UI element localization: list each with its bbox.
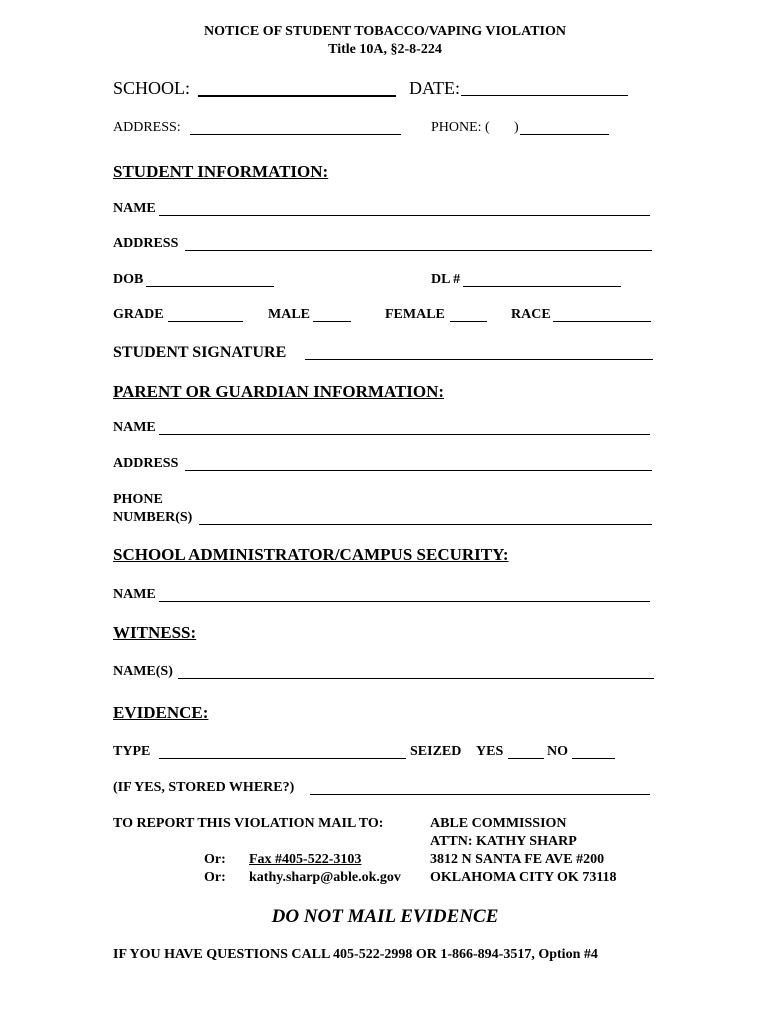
parent-phone-field[interactable] xyxy=(199,524,652,525)
parent-info-heading: PARENT OR GUARDIAN INFORMATION: xyxy=(113,382,445,401)
mail-address-line-3: 3812 N SANTA FE AVE #200 xyxy=(430,852,605,867)
student-signature-label: STUDENT SIGNATURE xyxy=(113,344,287,361)
email-address: kathy.sharp@able.ok.gov xyxy=(249,870,401,885)
witness-heading: WITNESS: xyxy=(113,623,197,642)
school-address-field[interactable] xyxy=(190,134,401,135)
witness-names-field[interactable] xyxy=(178,678,654,679)
dl-field[interactable] xyxy=(463,286,621,287)
school-label: SCHOOL: xyxy=(113,78,191,98)
student-signature-field[interactable] xyxy=(305,359,653,360)
parent-name-field[interactable] xyxy=(159,434,650,435)
female-field[interactable] xyxy=(450,321,487,322)
dl-label: DL # xyxy=(431,272,461,287)
dob-field[interactable] xyxy=(146,286,274,287)
questions-contact-line: IF YOU HAVE QUESTIONS CALL 405-522-2998 OR 1-866-894-3517, Option #4 xyxy=(113,947,598,962)
do-not-mail-warning: DO NOT MAIL EVIDENCE xyxy=(271,906,499,927)
admin-name-label: NAME xyxy=(113,587,156,602)
student-address-label: ADDRESS xyxy=(113,236,179,251)
phone-paren: ) xyxy=(514,120,519,135)
seized-yes-label: YES xyxy=(476,744,504,759)
student-name-label: NAME xyxy=(113,201,156,216)
grade-field[interactable] xyxy=(168,321,243,322)
admin-heading: SCHOOL ADMINISTRATOR/CAMPUS SECURITY: xyxy=(113,545,509,564)
race-label: RACE xyxy=(511,307,551,322)
admin-name-field[interactable] xyxy=(159,601,650,602)
female-label: FEMALE xyxy=(385,307,445,322)
seized-no-label: NO xyxy=(547,744,568,759)
school-address-label: ADDRESS: xyxy=(113,120,181,135)
date-field[interactable] xyxy=(461,95,628,96)
seized-no-field[interactable] xyxy=(572,758,615,759)
parent-address-label: ADDRESS xyxy=(113,456,179,471)
grade-label: GRADE xyxy=(113,307,164,322)
or-label-fax: Or: xyxy=(204,852,226,867)
seized-yes-field[interactable] xyxy=(508,758,544,759)
race-field[interactable] xyxy=(553,321,651,322)
dob-label: DOB xyxy=(113,272,144,287)
student-info-heading: STUDENT INFORMATION: xyxy=(113,162,329,181)
seized-label: SEIZED xyxy=(410,744,462,759)
mail-address-line-1: ABLE COMMISSION xyxy=(430,816,567,831)
male-label: MALE xyxy=(268,307,310,322)
phone-label: PHONE: ( xyxy=(431,120,490,135)
mail-address-line-4: OKLAHOMA CITY OK 73118 xyxy=(430,870,617,885)
date-label: DATE: xyxy=(409,78,460,98)
parent-name-label: NAME xyxy=(113,420,156,435)
stored-where-field[interactable] xyxy=(310,794,650,795)
report-mail-label: TO REPORT THIS VIOLATION MAIL TO: xyxy=(113,816,384,831)
or-label-email: Or: xyxy=(204,870,226,885)
parent-address-field[interactable] xyxy=(185,470,652,471)
evidence-type-label: TYPE xyxy=(113,744,151,759)
witness-names-label: NAME(S) xyxy=(113,664,173,679)
mail-address-line-2: ATTN: KATHY SHARP xyxy=(430,834,577,849)
stored-where-label: (IF YES, STORED WHERE?) xyxy=(113,780,295,795)
phone-field[interactable] xyxy=(520,134,609,135)
form-title: NOTICE OF STUDENT TOBACCO/VAPING VIOLATION xyxy=(203,24,566,39)
parent-phone-label: PHONE xyxy=(113,492,163,507)
school-field[interactable] xyxy=(198,95,396,97)
student-address-field[interactable] xyxy=(185,250,652,251)
student-name-field[interactable] xyxy=(159,215,650,216)
form-subtitle: Title 10A, §2-8-224 xyxy=(328,42,442,57)
parent-phone-label-2: NUMBER(S) xyxy=(113,510,193,525)
fax-number: Fax #405-522-3103 xyxy=(249,852,362,867)
male-field[interactable] xyxy=(313,321,351,322)
evidence-heading: EVIDENCE: xyxy=(113,703,209,722)
evidence-type-field[interactable] xyxy=(159,758,406,759)
